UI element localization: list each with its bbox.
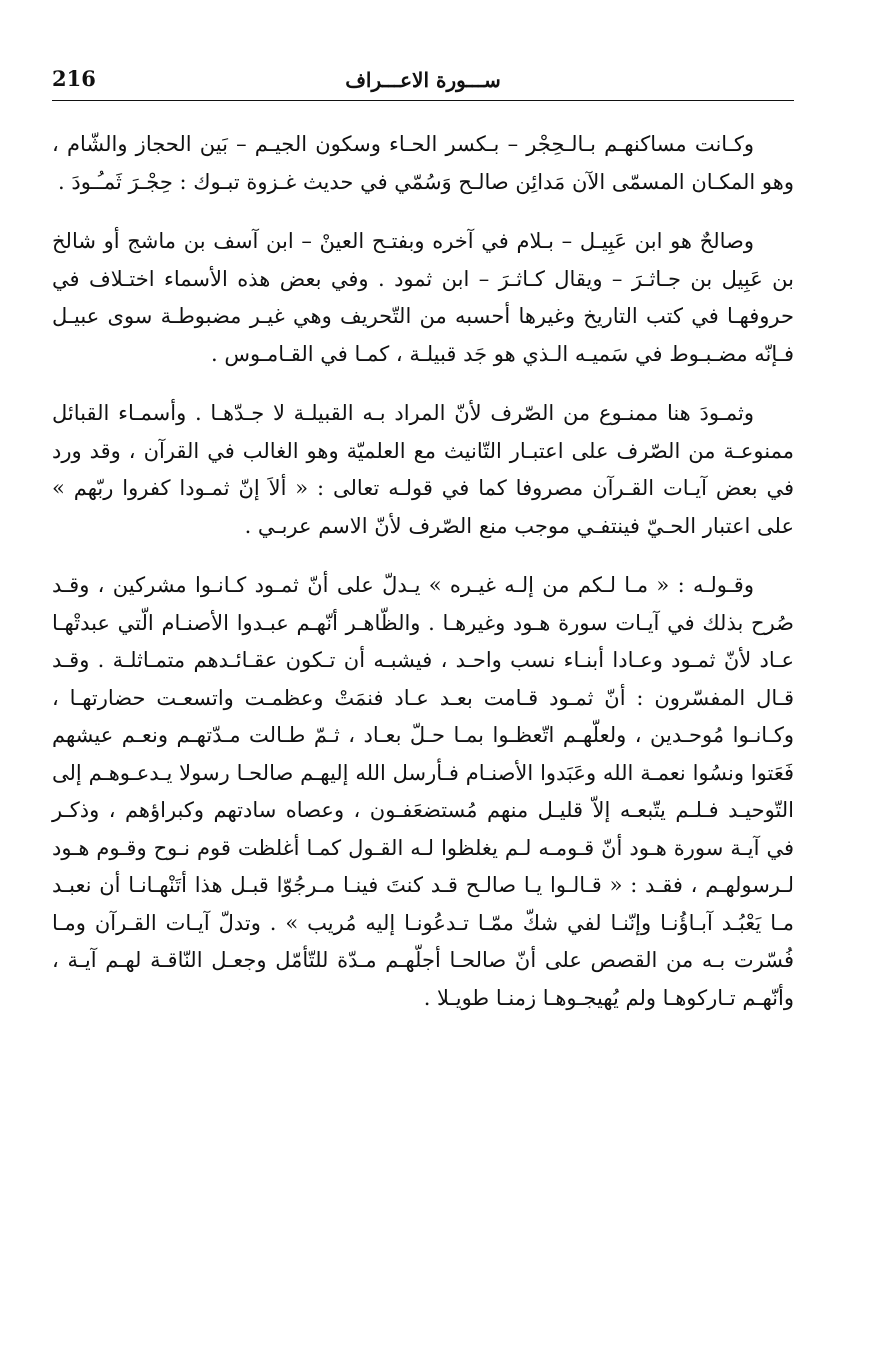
page-number: 216 [52,66,96,91]
running-title: ســـورة الاعـــراف [345,68,501,92]
paragraph: وقـولـه : « مـا لـكم من إلـه غيـره » يـدلّ على أنّ ثمـود كـانـوا مشركين ، وقـد صُرح بذلك في آيـات سورة هـود وغيرهـا . والظّاهـر أنّهـم عبـدوا الأصنـام الّتي عبدتْهـا عـاد لأنّ ثمـود وعـادا أبنـاء نسب واحـد ، فيشبـه أن تـكون عقـائـدهم متمـاثلـة . وقـد قـال المفسّرون : أنّ ثمـود قـامت بعـد عـاد فنمَتْ وعظمـت واتسعـت حضارتهـا ، وكـانـوا مُوحـدين ، ولعلّهـم اتّعظـوا بمـا حـلّ بعـاد ، ثـمّ طـالت مـدّتهـم ونعـم عيشهم فَعَتوا ونسُوا نعمـة الله وعَبَدوا الأصنـام فـأرسل الله إليهـم صالحـا رسولا يـدعـوهـم إلى التّوحيـد فـلـم يتّبعـه إلاّ قليـل منهم مُستضعَفـون ، وعصاه سادتهم وكبراؤهم ، وذكـر في آيـة سورة هـود أنّ قـومـه لـم يغلظوا لـه القـول كمـا أغلظت قوم نـوح وقـوم هـود لـرسولهـم ، فقـد : « قـالـوا يـا صالـح قـد كنتَ فينـا مـرجُوّا قبـل هذا أتَنْهـانـا أن نعبـد مـا يَعْبُـد آبـاؤُنـا وإنّنـا لفي شكّ ممّـا تـدعُونـا إليه مُريب » . وتدلّ آيـات القـرآن ومـا فُسّرت بـه من القصص على أنّ صالحـا أجلّهـم مـدّة للتّأمّل وجعـل النّاقـة لهـم آيـة ، وأنّهـم تـاركوهـا ولم يُهيجـوهـا زمنـا طويـلا . [52,573,794,1010]
main-text [52,126,794,1017]
header-divider [52,100,794,101]
paragraph: وصالحٌ هو ابن عَبِيـل – بـلام في آخره وبفتـح العينْ – ابن آسف بن ماشج أو شالخ بن عَبِيل بن جـاثـرَ – ويقال كـاثـرَ – ابن ثمود . وفي بعض هذه الأسماء اختـلاف في حروفهـا في كتب التاريخ وغيرها أحسبه من التّحريف وهي غيـر مضبوطـة سوى عبيـل فـإنّه مضـبـوط في سَميـه الـذي هو جَد قبيلـة ، كمـا في القـامـوس . [52,229,794,366]
paragraph: وكـانت مساكنهـم بـالـحِجْر – بـكسر الحـاء وسكون الجيـم – بَين الحجاز والشّام ، وهو المكـان المسمّى الآن مَدائِن صالـح وَسُمّي في حديث غـزوة تبـوك : حِجْـرَ ثَمـُـودَ . [52,132,794,194]
page-header [52,62,794,100]
paragraph: وثمـودَ هنا ممنـوع من الصّرف لأنّ المراد بـه القبيلـة لا جـدّهـا . وأسمـاء القبائل ممنوعـة من الصّرف على اعتبـار التّانيث مع العلميّة وهو الغالب في القرآن ، وقد ورد في بعض آيـات القـرآن مصروفا كما في قولـه تعالى : « ألاَ إنّ ثمـودا كفروا ربّهم » على اعتبار الحـيّ فينتفـي موجب منع الصّرف لأنّ الاسم عربـي . [52,401,794,538]
